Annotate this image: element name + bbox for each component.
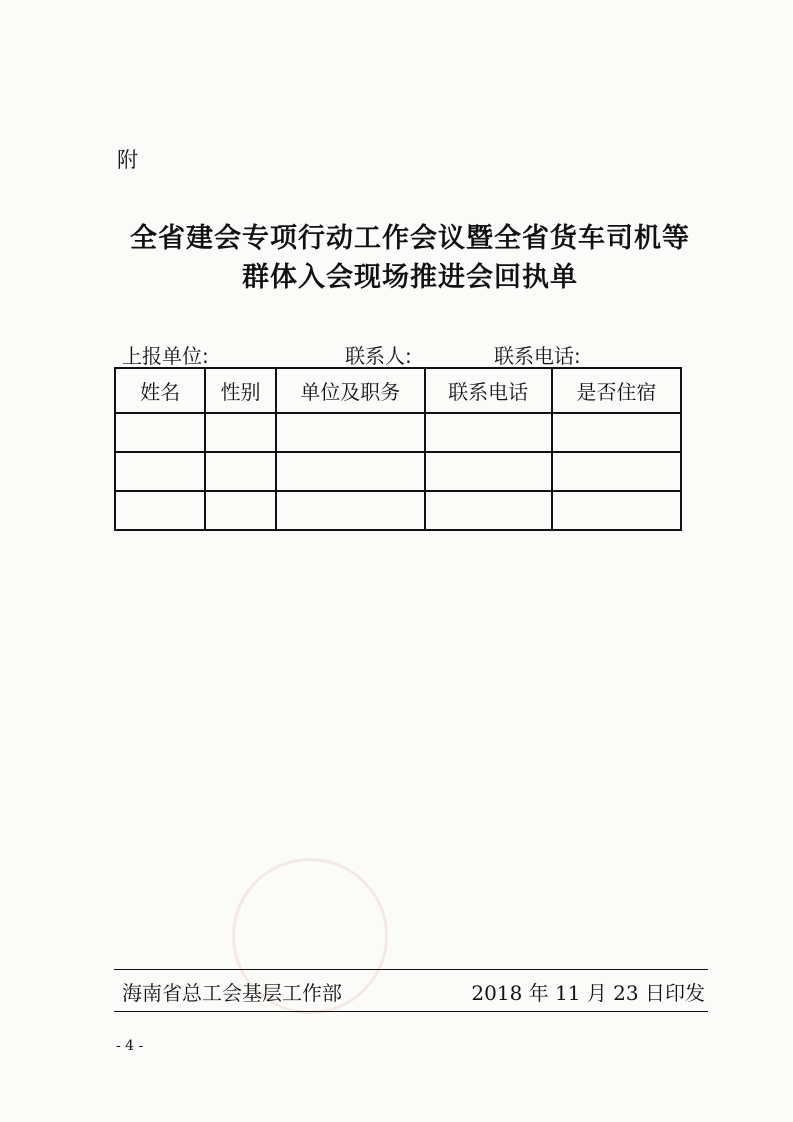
table-cell[interactable] <box>552 452 681 491</box>
table-cell[interactable] <box>425 413 552 452</box>
table-header-row <box>115 368 681 413</box>
table-cell[interactable] <box>276 452 425 491</box>
table-cell[interactable] <box>205 491 276 530</box>
table-row <box>115 491 681 530</box>
table-cell[interactable] <box>205 452 276 491</box>
title-line-1: 全省建会专项行动工作会议暨全省货车司机等 <box>130 223 690 254</box>
header-name: 姓名 <box>115 368 205 413</box>
header-gender: 性别 <box>205 368 276 413</box>
table-cell[interactable] <box>276 413 425 452</box>
table-cell[interactable] <box>205 413 276 452</box>
receipt-table <box>114 367 682 531</box>
footer-issuer: 海南省总工会基层工作部 <box>122 981 342 1005</box>
title-line-2: 群体入会现场推进会回执单 <box>242 262 578 293</box>
table-cell[interactable] <box>552 491 681 530</box>
footer-issue-date: 2018 年 11 月 23 日印发 <box>471 981 705 1005</box>
table-cell[interactable] <box>115 491 205 530</box>
table-cell[interactable] <box>425 491 552 530</box>
header-lodging: 是否住宿 <box>552 368 681 413</box>
contact-person-label: 联系人: <box>345 344 412 368</box>
header-unit-position: 单位及职务 <box>276 368 425 413</box>
header-phone: 联系电话 <box>425 368 552 413</box>
table-row <box>115 452 681 491</box>
table-cell[interactable] <box>276 491 425 530</box>
footer-top-rule <box>114 969 708 970</box>
contact-phone-label: 联系电话: <box>494 344 581 368</box>
report-unit-label: 上报单位: <box>122 344 209 368</box>
attachment-label: 附 <box>117 148 138 172</box>
table-cell[interactable] <box>115 413 205 452</box>
page-number: - 4 - <box>116 1038 144 1054</box>
table-cell[interactable] <box>425 452 552 491</box>
table-cell[interactable] <box>115 452 205 491</box>
footer-bottom-rule <box>114 1011 708 1012</box>
table-row <box>115 413 681 452</box>
table-cell[interactable] <box>552 413 681 452</box>
